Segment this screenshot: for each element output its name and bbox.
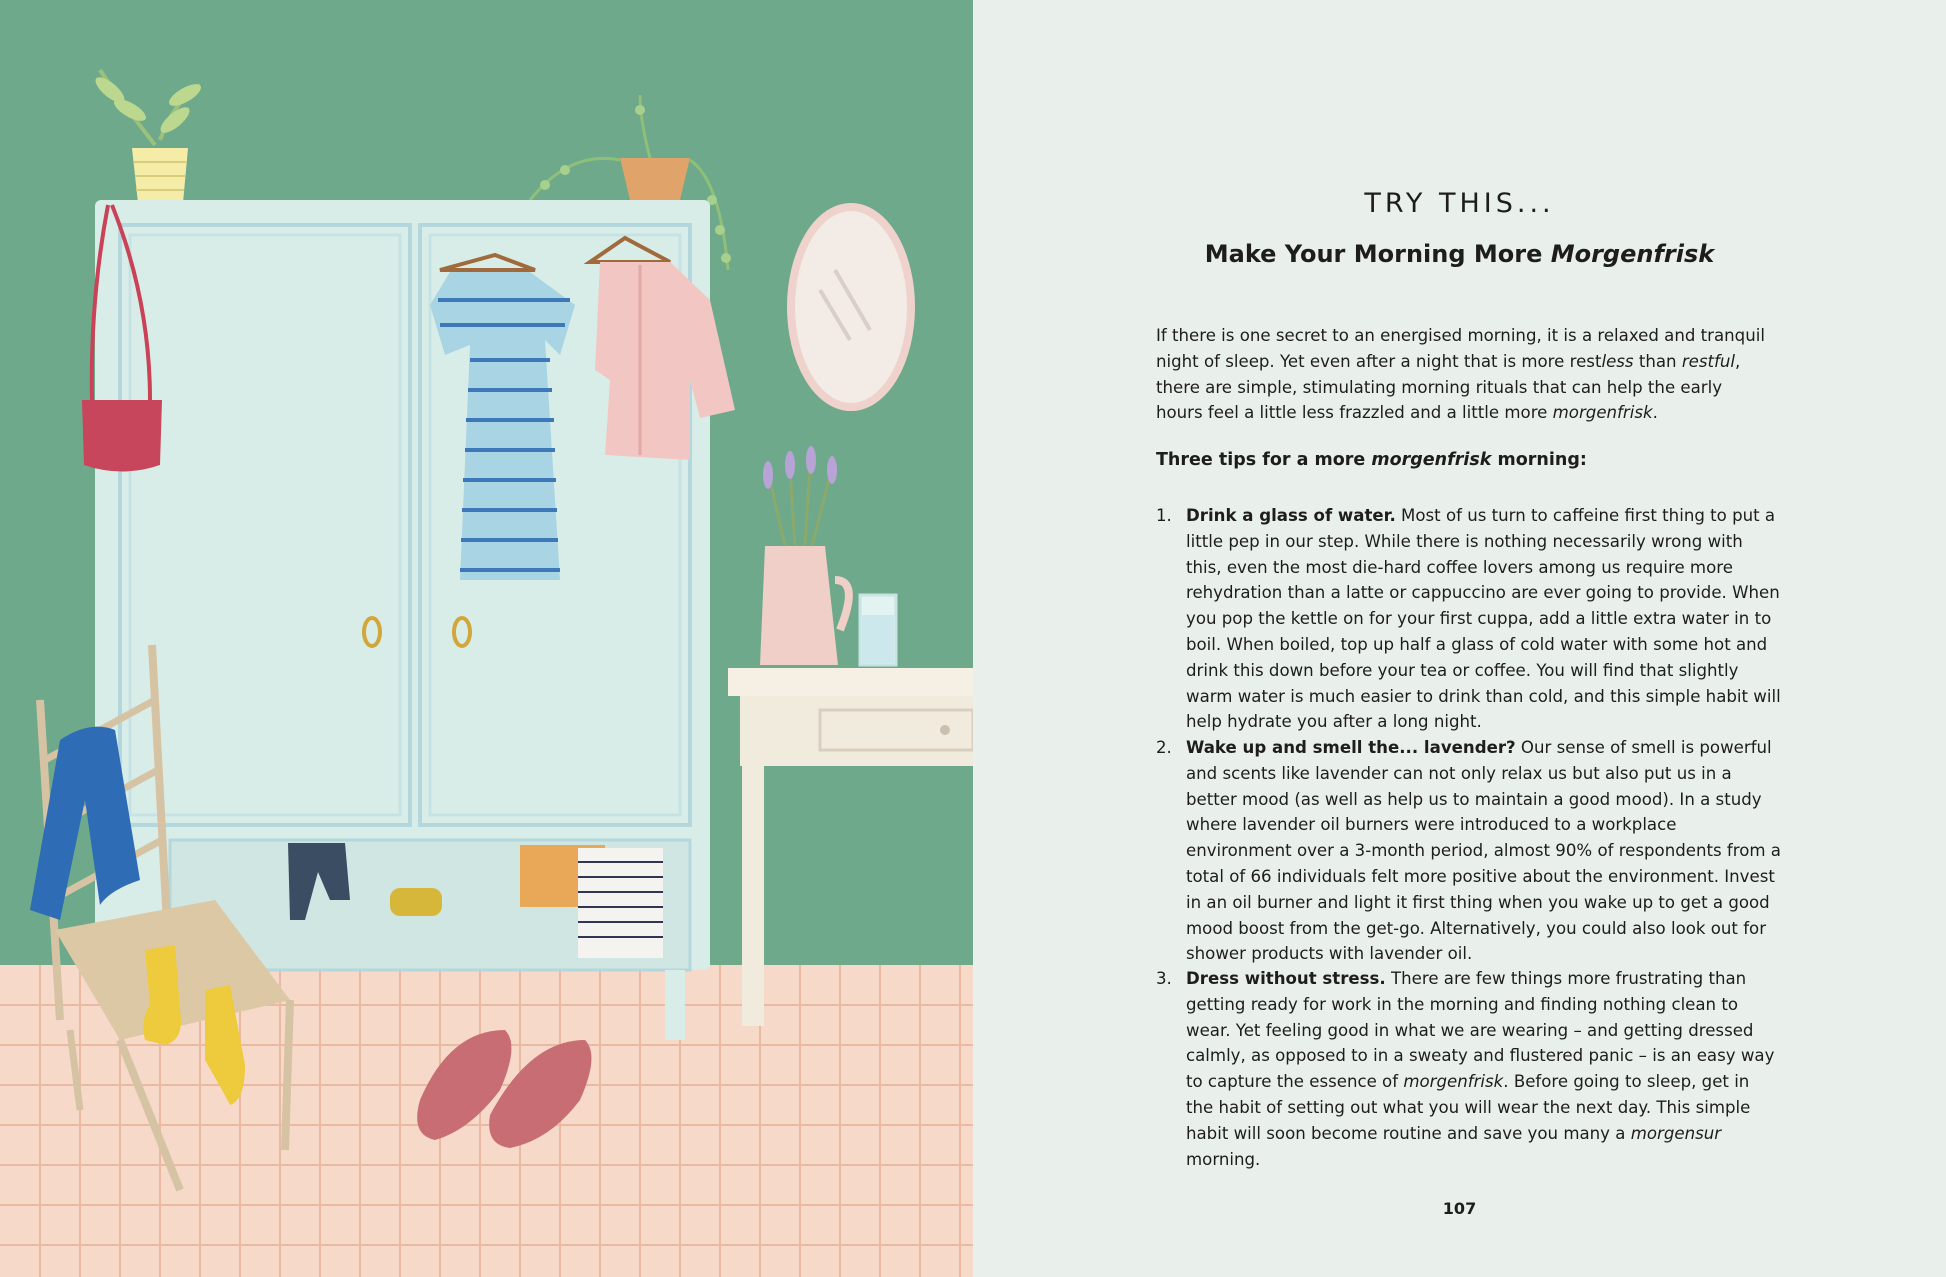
tips-subheading: [1156, 450, 1587, 470]
body-text: than: [1633, 351, 1682, 371]
water-glass: [860, 595, 896, 665]
body-text: , there are simple, stimulating morning rituals that can help the early hours feel a little less frazzled and a little more: [1156, 351, 1741, 423]
tip-item-3: [1156, 966, 1781, 1172]
emphasis-text: morgensur: [1630, 1123, 1722, 1143]
tip-text: [1186, 503, 1781, 735]
oval-mirror: [791, 207, 911, 407]
tip-lead: Dress without stress.: [1186, 969, 1386, 988]
subhead-emphasis: morgenfrisk: [1371, 450, 1492, 470]
title-main: Make Your Morning More: [1204, 240, 1551, 268]
tip-number: 3.: [1156, 969, 1172, 988]
section-kicker: TRY THIS...: [1364, 188, 1555, 219]
tip-item-2: [1156, 735, 1781, 967]
body-text: Most of us turn to caffeine first thing to put a little pep in our step. While there is nothing necessarily wrong with this, even the most die-hard coffee lovers among us require more rehydration than a latte or cappuccino are ever going to provide. When you pop the kettle on for your first cuppa, add a little extra water in to boil. When boiled, top up half a glass of cold water with some hot and drink this down before your tea or coffee. You will find that slightly warm water is much easier to drink than cold, and this simple habit will help hydrate you after a long night.: [1186, 506, 1781, 732]
emphasis-text: morgenfrisk: [1552, 403, 1653, 423]
text-page: [973, 0, 1946, 1277]
emphasis-text: restful: [1681, 351, 1735, 371]
body-text: . Before going to sleep, get in the habit of setting out what you will wear the next day. This simple habit will soon become routine and save you many a: [1186, 1072, 1751, 1143]
tip-lead: Wake up and smell the... lavender?: [1186, 738, 1516, 757]
emphasis-text: less: [1601, 351, 1634, 371]
tip-body: [1186, 969, 1774, 1169]
tip-number: 1.: [1156, 506, 1172, 525]
body-text: If there is one secret to an energised morning, it is a relaxed and tranquil night of sleep. Yet even after a night that is more rest: [1156, 326, 1765, 371]
tip-body: [1186, 738, 1781, 963]
title-emphasis: Morgenfrisk: [1550, 240, 1715, 268]
tip-text: [1186, 735, 1781, 967]
body-text: morning.: [1186, 1149, 1261, 1169]
tip-item-1: [1156, 503, 1781, 735]
page-number: 107: [1442, 1199, 1477, 1218]
body-text: There are few things more frustrating than getting ready for work in the morning and finding nothing clean to wear. Yet feeling good in what we are wearing – and getting dressed calmly, as opposed to in a sweaty and flustered panic – is an easy way to capture the essence of: [1186, 969, 1775, 1092]
tip-lead: Drink a glass of water.: [1186, 506, 1396, 525]
emphasis-text: morgenfrisk: [1403, 1072, 1504, 1092]
page-title: [973, 240, 1946, 268]
body-text: Our sense of smell is powerful and scents like lavender can not only relax us but also put us in a better mood (as well as help us to maintain a good mood). In a study where lavender oil burners were introduced to a workplace environment over a 3-month period, almost 90% of respondents from a total of 66 individuals felt more positive about the environment. Invest in an oil burner and light it first thing when you wake up to get a good mood boost from the get-go. Alternatively, you could also look out for shower products with lavender oil.: [1186, 738, 1781, 964]
subhead-text-a: Three tips for a more: [1156, 450, 1372, 470]
body-text: .: [1652, 403, 1658, 423]
intro-paragraph: [1156, 323, 1768, 426]
tip-body: [1186, 506, 1781, 731]
tip-number: 2.: [1156, 738, 1172, 757]
subhead-text-b: morning:: [1491, 450, 1587, 470]
tip-text: [1186, 966, 1781, 1172]
